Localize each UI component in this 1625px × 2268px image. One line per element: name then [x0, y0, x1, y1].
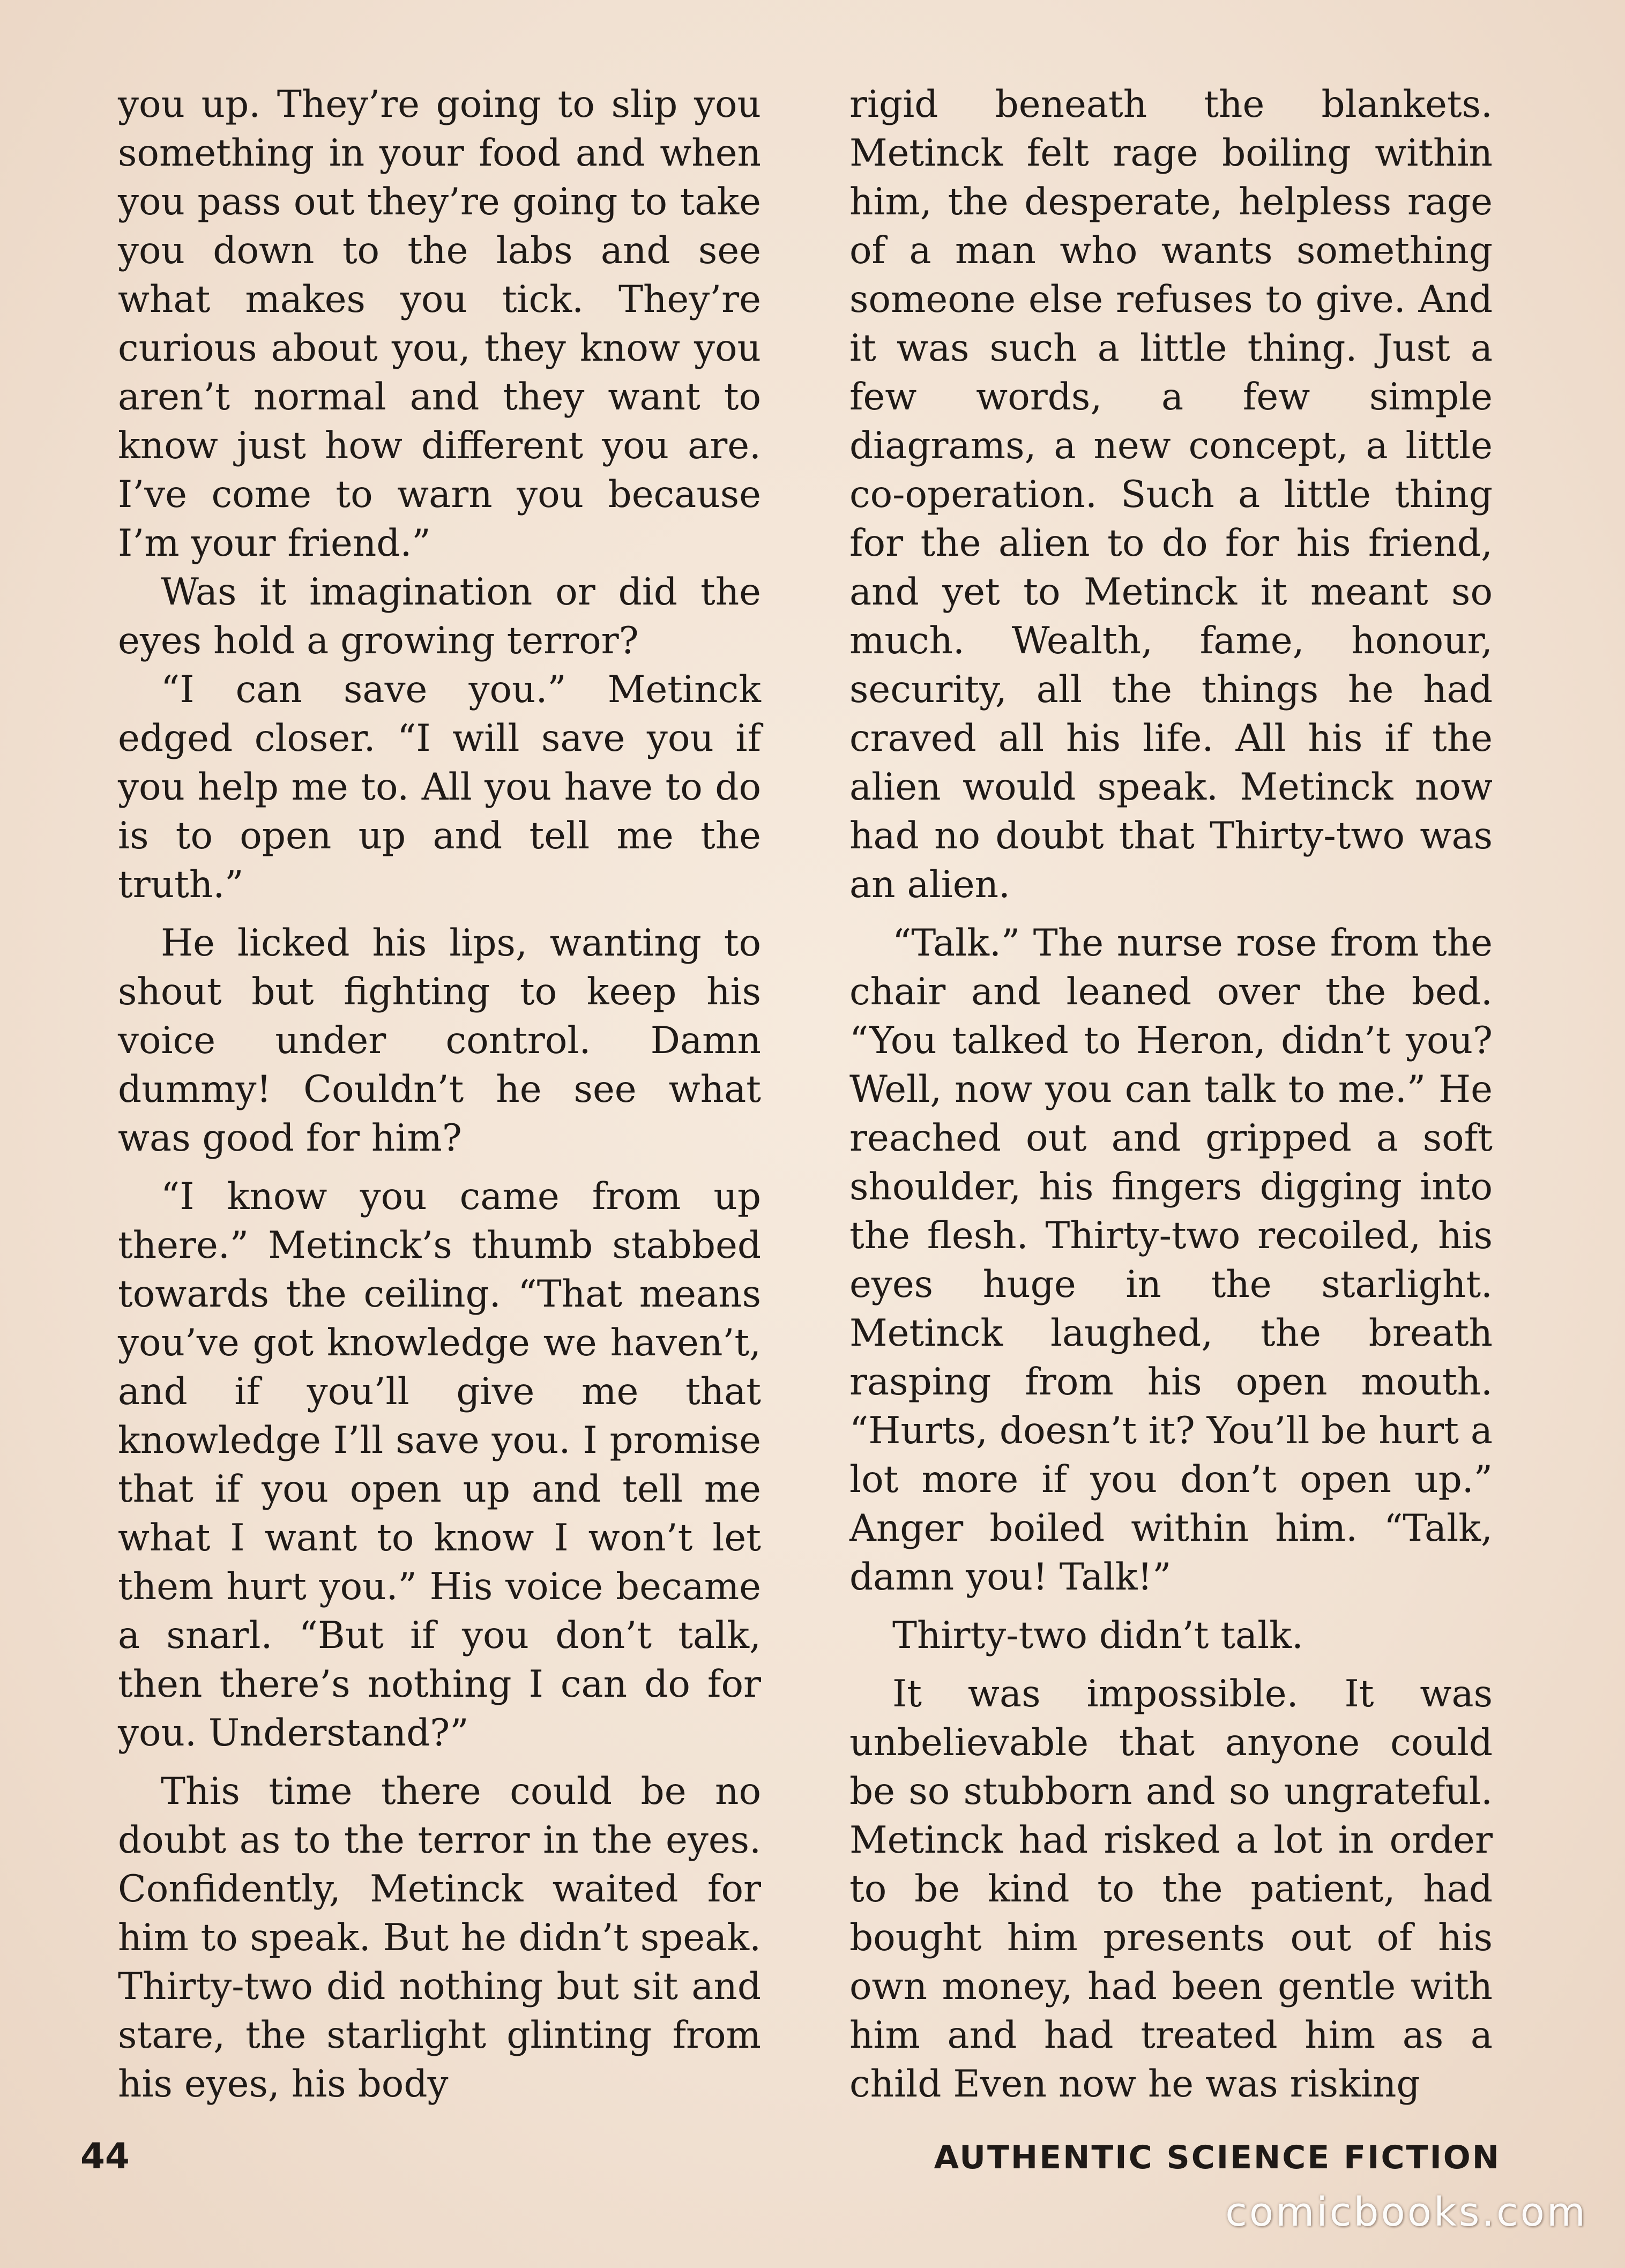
paragraph: “Talk.” The nurse rose from the chair and leaned over the bed. “You talked to Heron, didn’t you? Well, now you can talk to me.” He reached out and gripped a soft shoulder, his fingers digging into the flesh. Thirty-two recoiled, his eyes huge in the starlight. Metinck laughed, the breath rasping from his open mouth. “Hurts, doesn’t it? You’ll be hurt a lot more if you don’t open up.” Anger boiled within him. “Talk, damn you! Talk!” — [849, 922, 1493, 1599]
paragraph: Was it imagination or did the eyes hold a growing terror? — [118, 571, 761, 662]
paragraph: This time there could be no doubt as to the terror in the eyes. Confidently, Metinck waited for him to speak. But he didn’t speak. Thirty-two did nothing but sit and stare, the starlight glinting from his eyes, his body — [118, 1770, 761, 2106]
paragraph: “I can save you.” Metinck edged closer. “I will save you if you help me to. All you have to do is to open up and tell me the truth.” — [118, 668, 761, 906]
left-text-column — [118, 80, 761, 2109]
paragraph: He licked his lips, wanting to shout but fighting to keep his voice under control. Damn dummy! Couldn’t he see what was good for him? — [118, 922, 761, 1160]
page-number: 44 — [80, 2136, 130, 2177]
page-footer — [80, 2136, 1501, 2184]
right-text-column — [849, 80, 1493, 2109]
paragraph: “I know you came from up there.” Metinck’s thumb stabbed towards the ceiling. “That means you’ve got knowledge we haven’t, and if you’ll give me that knowledge I’ll save you. I promise that if you open up and tell me what I want to know I won’t let them hurt you.” His voice became a snarl. “But if you don’t talk, then there’s nothing I can do for you. Understand?” — [118, 1175, 761, 1755]
watermark: comicbooks.com — [1225, 2189, 1587, 2235]
paragraph: rigid beneath the blankets. Metinck felt rage boiling within him, the desperate, helpless rage of a man who wants something someone else refuses to give. And it was such a little thing. Just a few words, a few simple diagrams, a new concept, a little co-operation. Such a little thing for the alien to do for his friend, and yet to Metinck it meant so much. Wealth, fame, honour, security, all the things he had craved all his life. All his if the alien would speak. Metinck now had no doubt that Thirty-two was an alien. — [849, 83, 1493, 906]
paragraph: It was impossible. It was unbelievable that anyone could be so stubborn and so ungrateful. Metinck had risked a lot in order to be kind to the patient, had bought him presents out of his own money, had been gentle with him and had treated him as a child Even now he was risking — [849, 1673, 1493, 2106]
paragraph: Thirty-two didn’t talk. — [892, 1614, 1303, 1657]
paragraph: you up. They’re going to slip you something in your food and when you pass out they’re going to take you down to the labs and see what makes you tick. They’re curious about you, they know you aren’t normal and they want to know just how different you are. I’ve come to warn you because I’m your friend.” — [118, 83, 761, 565]
running-title: AUTHENTIC SCIENCE FICTION — [934, 2139, 1501, 2176]
